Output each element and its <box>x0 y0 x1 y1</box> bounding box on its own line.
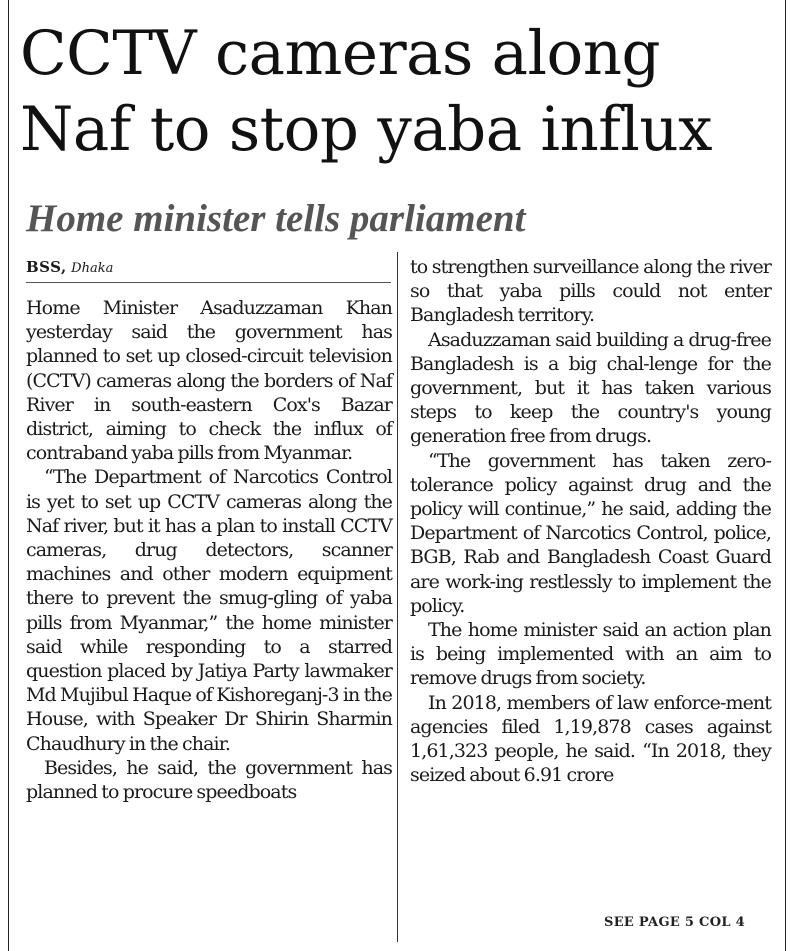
paragraph: Home Minister Asaduzzaman Khan yesterday said the government has planned to set up closed-circuit television (CCTV) cameras along the borders of Naf River in south-eastern Cox's Bazar district, aiming to check the influx of contraband yaba pills from Myanmar. <box>26 297 392 465</box>
article-column-2 <box>410 255 771 787</box>
paragraph: Besides, he said, the government has planned to procure speedboats <box>26 756 392 804</box>
paragraph: “The government has taken zero-tolerance policy against drug and the policy will continue,” he said, adding the Department of Narcotics Control, police, BGB, Rab and Bangladesh Coast Guard are work-ing restlessly to implement the policy. <box>410 449 771 617</box>
byline-divider <box>26 282 391 283</box>
headline-line-2: Naf to stop yaba influx <box>20 94 713 165</box>
paragraph: “The Department of Narcotics Control is yet to set up CCTV cameras along the Naf river, but it has a plan to install CCTV cameras, drug detectors, scanner machines and other modern equipment there to prevent the smug-gling of yaba pills from Myanmar,” the home minister said while responding to a starred question placed by Jatiya Party lawmaker Md Mujibul Haque of Kishoreganj-3 in the House, with Speaker Dr Shirin Sharmin Chaudhury in the chair. <box>26 466 392 755</box>
column-divider <box>397 252 398 942</box>
paragraph: Asaduzzaman said building a drug-free Bangladesh is a big chal-lenge for the government, but it has taken various steps to keep the country's young generation free from drugs. <box>410 328 771 448</box>
continued-on-page-label: SEE PAGE 5 COL 4 <box>604 915 745 930</box>
deck-subheadline: Home minister tells parliament <box>26 197 526 240</box>
article-column-1 <box>26 296 392 804</box>
paragraph: to strengthen surveillance along the river so that yaba pills could not enter Bangladesh territory. <box>410 256 771 327</box>
paragraph: The home minister said an action plan is being implemented with an aim to remove drugs from society. <box>410 619 771 690</box>
right-border-rule <box>785 0 786 951</box>
headline-line-1: CCTV cameras along <box>20 18 661 89</box>
left-border-rule <box>8 0 9 951</box>
byline-agency: BSS, <box>26 258 67 276</box>
byline <box>26 258 113 278</box>
byline-place: Dhaka <box>71 261 114 276</box>
paragraph: In 2018, members of law enforce-ment agencies filed 1,19,878 cases against 1,61,323 people, he said. “In 2018, they seized about 6.91 crore <box>410 691 771 787</box>
headline <box>20 16 780 168</box>
